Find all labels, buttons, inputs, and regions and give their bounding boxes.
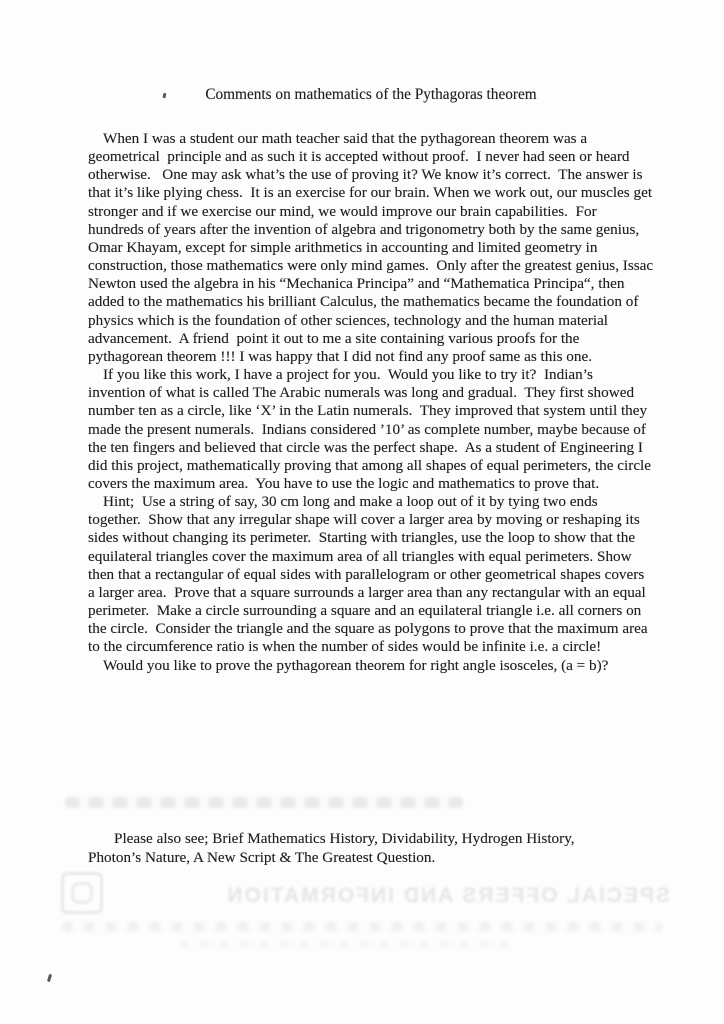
paragraph-project: If you like this work, I have a project for you. Would you like to try it? Indian’s invention of what is called The Arabic numerals was long and gradual. They first showed number ten as a circle, like ‘X’ in the Latin numerals. They improved that system until they made the present numerals. Indians considered ’10’ as complete number, maybe because of the ten fingers and believed that circle was the perfect shape. As a student of Engineering I did this project, mathematically proving that among all shapes of equal perimeters, the circle covers the maximum area. You have to use the logic and mathematics to prove that. bbox=[88, 366, 655, 492]
document-content bbox=[88, 86, 657, 675]
see-also-line-1: Please also see; Brief Mathematics History, Dividability, Hydrogen History, bbox=[114, 830, 575, 847]
paragraph-intro: When I was a student our math teacher said that the pythagorean theorem was a geometrical principle and as such it is accepted without proof. I never had seen or heard otherwise. One may ask what’s the use of proving it? We know it’s correct. The answer is that it’s like plying chess. It is an exercise for our brain. When we work out, our muscles get stronger and if we exercise our mind, we would improve our brain capabilities. For hundreds of years after the invention of algebra and trigonometry both by the same genius, Omar Khayam, except for simple arithmetics in accounting and limited geometry in construction, those mathematics were only mind games. Only after the greatest genius, Issac Newton used the algebra in his “Mechanica Principa” and “Mathematica Principa“, then added to the mathematics his brilliant Calculus, the mathematics became the foundation of physics which is the foundation of other sciences, technology and the human material advancement. A friend point it out to me a site containing various proofs for the pythagorean theorem !!! I was happy that I did not find any proof same as this one. bbox=[88, 130, 657, 365]
bleed-through-logo-icon bbox=[61, 872, 103, 914]
document-body bbox=[88, 130, 657, 675]
see-also-line-2: Photon’s Nature, A New Script & The Greatest Question. bbox=[88, 848, 436, 866]
page-title: Comments on mathematics of the Pythagoras theorem bbox=[205, 86, 537, 103]
see-also-note bbox=[88, 830, 654, 867]
scan-speck bbox=[47, 974, 52, 983]
bleed-through-smudge bbox=[62, 922, 662, 932]
paragraph-closing-question: Would you like to prove the pythagorean theorem for right angle isosceles, (a = b)? bbox=[103, 656, 609, 674]
paragraph-hint: Hint; Use a string of say, 30 cm long and make a loop out of it by tying two ends together. Show that any irregular shape will cover a larger area by moving or reshaping its sides without changing its perimeter. Starting with triangles, use the loop to show that the equilateral triangles cover the maximum area of all triangles with equal perimeters. Show then that a rectangular of equal sides with parallelogram or other geometrical shapes covers a larger area. Prove that a square surrounds a larger area than any rectangular with an equal perimeter. Make a circle surrounding a square and an equilateral triangle i.e. all corners on the circle. Consider the triangle and the square as polygons to prove that the maximum area to the circumference ratio is when the number of sides would be infinite i.e. a circle! bbox=[88, 493, 652, 656]
bleed-through-smudge bbox=[180, 941, 510, 948]
bleed-through-mirrored-text: SPECIAL OFFERS AND INFORMATION bbox=[225, 884, 670, 907]
bleed-through-smudge bbox=[65, 797, 463, 808]
